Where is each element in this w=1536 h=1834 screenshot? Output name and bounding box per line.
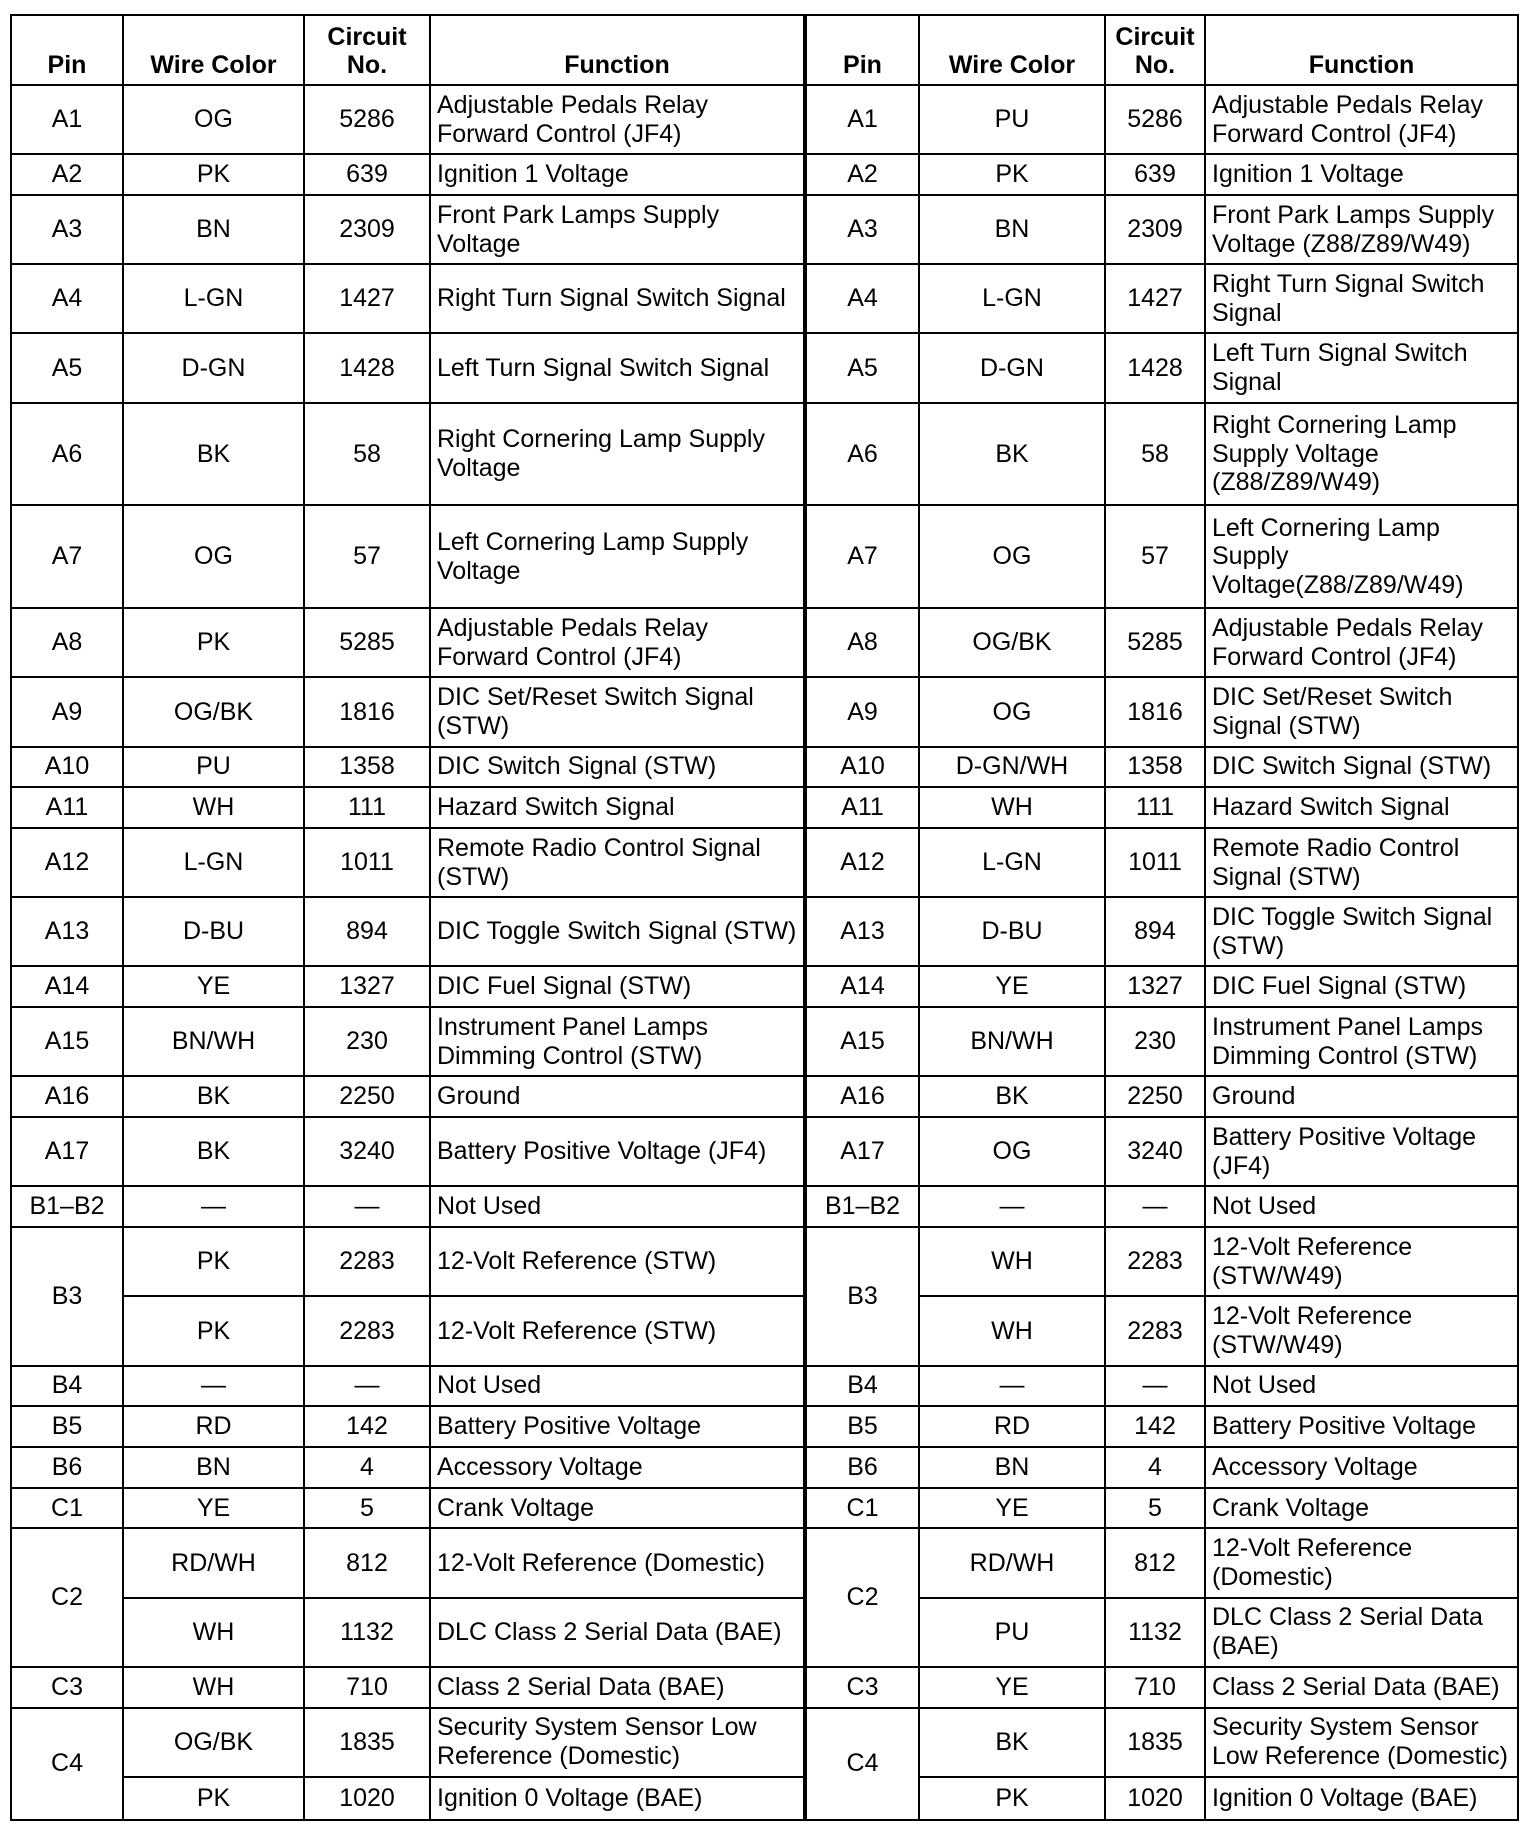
header-row [11,15,1518,85]
function-cell: Left Cornering Lamp Supply Voltage [430,505,805,608]
pin-cell: B3 [11,1227,123,1365]
function-cell: DIC Switch Signal (STW) [430,747,805,788]
circuit-cell: 4 [1105,1447,1205,1488]
function-cell: Accessory Voltage [430,1447,805,1488]
circuit-cell: 230 [1105,1007,1205,1076]
function-cell: Not Used [1205,1366,1518,1407]
pin-cell: C2 [11,1528,123,1666]
circuit-cell: 2283 [1105,1227,1205,1296]
wire-color-cell: PK [123,1227,304,1296]
table-row [11,897,1518,966]
pin-cell: A11 [805,787,919,828]
circuit-cell: 639 [304,154,430,195]
pin-cell: B4 [11,1366,123,1407]
circuit-cell: 1427 [1105,264,1205,333]
function-cell: Remote Radio Control Signal (STW) [1205,828,1518,897]
circuit-cell: 1816 [304,677,430,746]
wire-color-cell: YE [919,1488,1105,1529]
wire-color-cell: — [919,1366,1105,1407]
circuit-cell: 5285 [1105,608,1205,677]
function-cell: DIC Switch Signal (STW) [1205,747,1518,788]
wire-color-cell: D-GN [123,333,304,402]
circuit-cell: 230 [304,1007,430,1076]
wire-color-cell: L-GN [919,828,1105,897]
function-cell: Instrument Panel Lamps Dimming Control (STW) [430,1007,805,1076]
circuit-cell: 1816 [1105,677,1205,746]
table-row [11,1447,1518,1488]
circuit-cell: 1428 [304,333,430,402]
function-cell: Hazard Switch Signal [1205,787,1518,828]
wire-color-cell: RD [123,1406,304,1447]
function-cell: Adjustable Pedals Relay Forward Control (JF4) [430,608,805,677]
pin-cell: C3 [805,1667,919,1708]
wire-color-cell: BK [123,403,304,506]
function-cell: Front Park Lamps Supply Voltage [430,195,805,264]
function-cell: DIC Set/Reset Switch Signal (STW) [430,677,805,746]
circuit-cell: 710 [1105,1667,1205,1708]
pin-cell: A5 [805,333,919,402]
pin-cell: A13 [805,897,919,966]
table-row [11,85,1518,154]
wire-color-cell: BK [123,1117,304,1186]
circuit-cell: 894 [304,897,430,966]
wire-color-cell: OG/BK [919,608,1105,677]
wire-color-cell: BK [919,1708,1105,1777]
wire-color-cell: BK [123,1076,304,1117]
circuit-cell: 3240 [304,1117,430,1186]
table-row [11,1528,1518,1597]
function-cell: Adjustable Pedals Relay Forward Control (JF4) [1205,608,1518,677]
function-cell: Adjustable Pedals Relay Forward Control (JF4) [430,85,805,154]
wire-color-cell: WH [123,1667,304,1708]
circuit-cell: 2283 [1105,1296,1205,1365]
circuit-cell: 5286 [304,85,430,154]
table-row [11,677,1518,746]
function-cell: DIC Toggle Switch Signal (STW) [1205,897,1518,966]
table-row [11,1117,1518,1186]
wire-color-cell: OG/BK [123,677,304,746]
pin-cell: A9 [11,677,123,746]
circuit-cell: 58 [1105,403,1205,506]
pin-cell: A17 [805,1117,919,1186]
pin-cell: A15 [805,1007,919,1076]
function-cell: DIC Toggle Switch Signal (STW) [430,897,805,966]
table-row [11,1366,1518,1407]
pin-cell: A17 [11,1117,123,1186]
circuit-cell: 111 [1105,787,1205,828]
pin-cell: A6 [805,403,919,506]
circuit-cell: 1011 [1105,828,1205,897]
pin-cell: A3 [805,195,919,264]
table-row [11,787,1518,828]
wire-color-cell: WH [919,787,1105,828]
function-cell: 12-Volt Reference (STW) [430,1296,805,1365]
pin-cell: B5 [805,1406,919,1447]
pin-cell: A3 [11,195,123,264]
table-row [11,403,1518,506]
wire-color-cell: — [123,1186,304,1227]
wire-color-cell: OG [123,85,304,154]
circuit-cell: 1132 [1105,1598,1205,1667]
pin-cell: A7 [805,505,919,608]
wire-color-cell: — [123,1366,304,1407]
wire-color-cell: PK [919,1777,1105,1820]
function-cell: Battery Positive Voltage [430,1406,805,1447]
pin-cell: C2 [805,1528,919,1666]
circuit-cell: 2250 [1105,1076,1205,1117]
function-cell: Crank Voltage [430,1488,805,1529]
wire-color-cell: BN [919,195,1105,264]
function-cell: Accessory Voltage [1205,1447,1518,1488]
circuit-cell: — [1105,1366,1205,1407]
function-cell: Left Cornering Lamp Supply Voltage(Z88/Z89/W49) [1205,505,1518,608]
circuit-cell: 1428 [1105,333,1205,402]
function-cell: 12-Volt Reference (STW/W49) [1205,1296,1518,1365]
pin-cell: C4 [805,1708,919,1820]
wire-color-cell: L-GN [123,828,304,897]
circuit-cell: 1327 [1105,966,1205,1007]
function-cell: Battery Positive Voltage (JF4) [1205,1117,1518,1186]
wire-color-cell: YE [123,966,304,1007]
pin-cell: A10 [11,747,123,788]
function-cell: DLC Class 2 Serial Data (BAE) [430,1598,805,1667]
circuit-cell: 2309 [1105,195,1205,264]
table-row [11,1708,1518,1777]
table-row [11,1598,1518,1667]
wire-color-cell: YE [919,966,1105,1007]
table-row [11,1488,1518,1529]
circuit-cell: 4 [304,1447,430,1488]
function-cell: Class 2 Serial Data (BAE) [430,1667,805,1708]
circuit-cell: 1835 [1105,1708,1205,1777]
circuit-cell: 142 [1105,1406,1205,1447]
function-cell: Ignition 1 Voltage [1205,154,1518,195]
circuit-cell: 639 [1105,154,1205,195]
wire-color-cell: YE [123,1488,304,1529]
table-row [11,828,1518,897]
function-cell: Adjustable Pedals Relay Forward Control (JF4) [1205,85,1518,154]
pin-cell: A8 [805,608,919,677]
table-row [11,747,1518,788]
circuit-cell: 1327 [304,966,430,1007]
function-cell: Left Turn Signal Switch Signal [430,333,805,402]
table-row [11,154,1518,195]
wire-color-cell: PU [919,1598,1105,1667]
function-cell: Ignition 0 Voltage (BAE) [430,1777,805,1820]
wire-color-cell: L-GN [919,264,1105,333]
table-row [11,1007,1518,1076]
circuit-cell: 894 [1105,897,1205,966]
pinout-rows [11,85,1518,1820]
pin-cell: A9 [805,677,919,746]
function-cell: Right Cornering Lamp Supply Voltage [430,403,805,506]
function-cell: Not Used [430,1366,805,1407]
pin-cell: A14 [805,966,919,1007]
circuit-cell: 1427 [304,264,430,333]
function-cell: Not Used [430,1186,805,1227]
function-cell: Not Used [1205,1186,1518,1227]
wire-color-cell: BN/WH [123,1007,304,1076]
function-cell: 12-Volt Reference (Domestic) [430,1528,805,1597]
pin-cell: A12 [11,828,123,897]
table-row [11,264,1518,333]
pin-cell: A2 [11,154,123,195]
function-cell: DLC Class 2 Serial Data (BAE) [1205,1598,1518,1667]
table-row [11,608,1518,677]
header-circuit: Circuit No. [1105,15,1205,85]
table-row [11,505,1518,608]
circuit-cell: — [304,1186,430,1227]
wire-color-cell: BK [919,403,1105,506]
wire-color-cell: BK [919,1076,1105,1117]
wire-color-cell: PK [123,608,304,677]
wire-color-cell: L-GN [123,264,304,333]
circuit-cell: 812 [1105,1528,1205,1597]
circuit-cell: 2283 [304,1227,430,1296]
pin-cell: C3 [11,1667,123,1708]
table-row [11,195,1518,264]
circuit-cell: — [304,1366,430,1407]
wire-color-cell: D-BU [919,897,1105,966]
wire-color-cell: BN [919,1447,1105,1488]
function-cell: Front Park Lamps Supply Voltage (Z88/Z89/W49) [1205,195,1518,264]
wire-color-cell: PK [919,154,1105,195]
pin-cell: A2 [805,154,919,195]
wire-color-cell: BN/WH [919,1007,1105,1076]
function-cell: Remote Radio Control Signal (STW) [430,828,805,897]
table-row [11,1076,1518,1117]
circuit-cell: 111 [304,787,430,828]
circuit-cell: 57 [1105,505,1205,608]
function-cell: 12-Volt Reference (STW) [430,1227,805,1296]
wire-color-cell: WH [123,1598,304,1667]
pin-cell: B1–B2 [11,1186,123,1227]
wire-color-cell: OG [919,677,1105,746]
table-row [11,1406,1518,1447]
wire-color-cell: OG/BK [123,1708,304,1777]
circuit-cell: 58 [304,403,430,506]
circuit-cell: 1835 [304,1708,430,1777]
function-cell: Battery Positive Voltage (JF4) [430,1117,805,1186]
function-cell: Ignition 0 Voltage (BAE) [1205,1777,1518,1820]
pin-cell: B3 [805,1227,919,1365]
wire-color-cell: PK [123,1777,304,1820]
wire-color-cell: D-GN [919,333,1105,402]
pin-cell: B6 [11,1447,123,1488]
circuit-cell: 5285 [304,608,430,677]
function-cell: Security System Sensor Low Reference (Domestic) [1205,1708,1518,1777]
connector-pinout-table [10,14,1519,1821]
function-cell: 12-Volt Reference (STW/W49) [1205,1227,1518,1296]
wire-color-cell: BN [123,1447,304,1488]
pin-cell: A11 [11,787,123,828]
wire-color-cell: RD/WH [123,1528,304,1597]
pin-cell: B6 [805,1447,919,1488]
wire-color-cell: RD/WH [919,1528,1105,1597]
wire-color-cell: WH [919,1296,1105,1365]
pin-cell: A4 [11,264,123,333]
function-cell: Ignition 1 Voltage [430,154,805,195]
wire-color-cell: OG [919,1117,1105,1186]
table-row [11,1227,1518,1296]
function-cell: Ground [1205,1076,1518,1117]
wire-color-cell: YE [919,1667,1105,1708]
circuit-cell: 710 [304,1667,430,1708]
wire-color-cell: PU [919,85,1105,154]
header-pin: Pin [11,15,123,85]
function-cell: Hazard Switch Signal [430,787,805,828]
pin-cell: A6 [11,403,123,506]
circuit-cell: 812 [304,1528,430,1597]
pin-cell: A1 [11,85,123,154]
circuit-cell: 5 [1105,1488,1205,1529]
circuit-cell: 5 [304,1488,430,1529]
wire-color-cell: OG [919,505,1105,608]
pin-cell: A14 [11,966,123,1007]
circuit-cell: 1020 [304,1777,430,1820]
circuit-cell: 5286 [1105,85,1205,154]
function-cell: Class 2 Serial Data (BAE) [1205,1667,1518,1708]
function-cell: 12-Volt Reference (Domestic) [1205,1528,1518,1597]
function-cell: DIC Set/Reset Switch Signal (STW) [1205,677,1518,746]
circuit-cell: 142 [304,1406,430,1447]
circuit-cell: 2309 [304,195,430,264]
function-cell: Ground [430,1076,805,1117]
wire-color-cell: BN [123,195,304,264]
pin-cell: A15 [11,1007,123,1076]
function-cell: Right Cornering Lamp Supply Voltage (Z88/Z89/W49) [1205,403,1518,506]
pin-cell: A13 [11,897,123,966]
circuit-cell: 2250 [304,1076,430,1117]
circuit-cell: 1011 [304,828,430,897]
header-circuit: Circuit No. [304,15,430,85]
wire-color-cell: WH [919,1227,1105,1296]
pin-cell: C1 [11,1488,123,1529]
wire-color-cell: D-GN/WH [919,747,1105,788]
pin-cell: A5 [11,333,123,402]
wire-color-cell: PU [123,747,304,788]
header-function: Function [1205,15,1518,85]
wire-color-cell: PK [123,1296,304,1365]
circuit-cell: 3240 [1105,1117,1205,1186]
wire-color-cell: RD [919,1406,1105,1447]
function-cell: Crank Voltage [1205,1488,1518,1529]
circuit-cell: 1132 [304,1598,430,1667]
function-cell: DIC Fuel Signal (STW) [1205,966,1518,1007]
pin-cell: B4 [805,1366,919,1407]
header-pin: Pin [805,15,919,85]
table-row [11,1667,1518,1708]
wire-color-cell: WH [123,787,304,828]
table-row [11,1296,1518,1365]
pin-cell: A12 [805,828,919,897]
header-wire-color: Wire Color [123,15,304,85]
function-cell: Right Turn Signal Switch Signal [430,264,805,333]
pin-cell: C4 [11,1708,123,1820]
function-cell: DIC Fuel Signal (STW) [430,966,805,1007]
table-row [11,966,1518,1007]
circuit-cell: 1020 [1105,1777,1205,1820]
function-cell: Security System Sensor Low Reference (Domestic) [430,1708,805,1777]
pin-cell: A7 [11,505,123,608]
header-function: Function [430,15,805,85]
circuit-cell: 2283 [304,1296,430,1365]
table-row [11,1777,1518,1820]
function-cell: Right Turn Signal Switch Signal [1205,264,1518,333]
wire-color-cell: D-BU [123,897,304,966]
header-wire-color: Wire Color [919,15,1105,85]
pin-cell: A4 [805,264,919,333]
circuit-cell: — [1105,1186,1205,1227]
wire-color-cell: OG [123,505,304,608]
function-cell: Battery Positive Voltage [1205,1406,1518,1447]
pin-cell: A8 [11,608,123,677]
pin-cell: A16 [11,1076,123,1117]
wire-color-cell: — [919,1186,1105,1227]
wire-color-cell: PK [123,154,304,195]
circuit-cell: 57 [304,505,430,608]
pin-cell: A10 [805,747,919,788]
pin-cell: A1 [805,85,919,154]
function-cell: Instrument Panel Lamps Dimming Control (STW) [1205,1007,1518,1076]
pin-cell: B5 [11,1406,123,1447]
pin-cell: B1–B2 [805,1186,919,1227]
pin-cell: C1 [805,1488,919,1529]
circuit-cell: 1358 [1105,747,1205,788]
pin-cell: A16 [805,1076,919,1117]
circuit-cell: 1358 [304,747,430,788]
table-row [11,333,1518,402]
function-cell: Left Turn Signal Switch Signal [1205,333,1518,402]
table-row [11,1186,1518,1227]
